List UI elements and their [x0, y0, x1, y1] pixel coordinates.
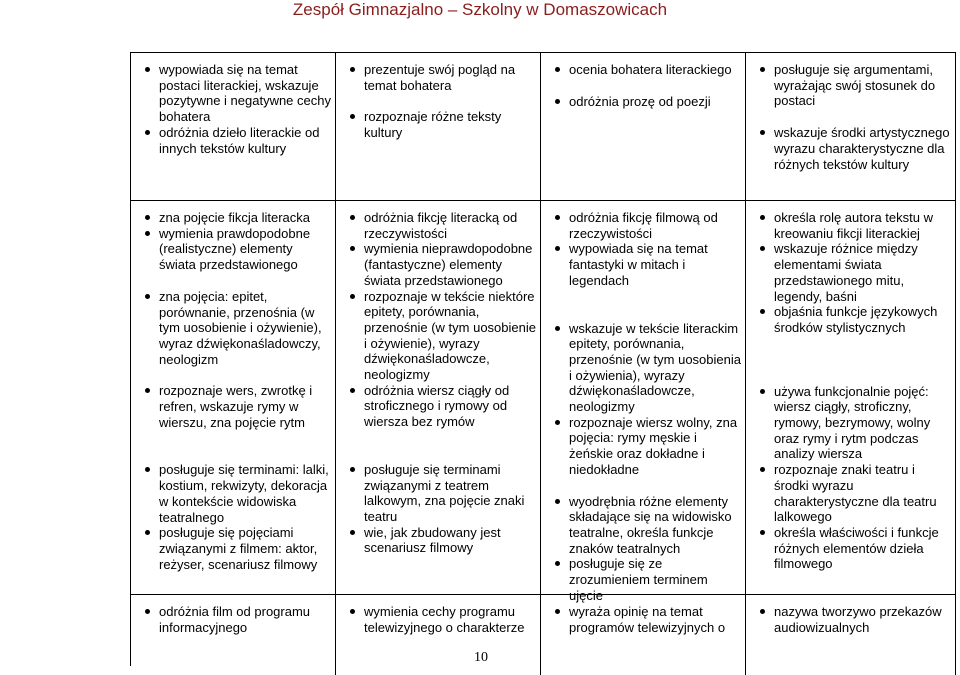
- table-cell: [541, 201, 746, 603]
- list-item: odróżnia dzieło literackie od innych tekstów kultury: [141, 125, 331, 156]
- spacer: [756, 352, 951, 368]
- table-cell: [131, 53, 336, 200]
- spacer: [346, 93, 536, 109]
- spacer: [551, 305, 741, 321]
- list-item: określa rolę autora tekstu w kreowaniu fikcji literackiej: [756, 210, 951, 241]
- list-item: rozpoznaje wers, zwrotkę i refren, wskazuje rymy w wierszu, zna pojęcie rytm: [141, 383, 331, 430]
- table-cell: [746, 201, 956, 594]
- list-item: wskazuje w tekście literackim epitety, porównania, przenośnie (w tym uosobienia i ożywienia), wyrazy dźwiękonaśladowcze, neologizmy: [551, 321, 741, 415]
- table-cell: [746, 53, 956, 200]
- list-item: wymienia cechy programu telewizyjnego o charakterze: [346, 604, 536, 635]
- spacer: [551, 289, 741, 305]
- list-item: posługuje się terminami: lalki, kostium, rekwizyty, dekoracja w kontekście widowiska teatralnego: [141, 462, 331, 525]
- list-item: posługuje się terminami związanymi z teatrem lalkowym, zna pojęcie znaki teatru: [346, 462, 536, 525]
- spacer: [141, 367, 331, 383]
- list-item: zna pojęcia: epitet, porównanie, przenośnia (w tym uosobienie i ożywienie), wyraz dźwiękonaśladowczy, neologizm: [141, 289, 331, 368]
- list-item: wie, jak zbudowany jest scenariusz filmowy: [346, 525, 536, 556]
- spacer: [141, 446, 331, 462]
- spacer: [551, 478, 741, 494]
- table-cell: [746, 595, 956, 675]
- list-item: rozpoznaje znaki teatru i środki wyrazu charakterystyczne dla teatru lalkowego: [756, 462, 951, 525]
- list-item: wskazuje różnice między elementami świata przedstawionego mitu, legendy, baśni: [756, 241, 951, 304]
- list-item: używa funkcjonalnie pojęć: wiersz ciągły, stroficzny, rymowy, bezrymowy, wolny oraz rymy i rytm podczas analizy wiersza: [756, 384, 951, 463]
- spacer: [756, 336, 951, 352]
- spacer: [756, 368, 951, 384]
- list-item: rozpoznaje różne teksty kultury: [346, 109, 536, 140]
- table-cell: [336, 53, 541, 200]
- table-cell: [336, 595, 541, 675]
- spacer: [141, 273, 331, 289]
- spacer: [346, 446, 536, 462]
- spacer: [551, 78, 741, 94]
- list-item: posługuje się pojęciami związanymi z filmem: aktor, reżyser, scenariusz filmowy: [141, 525, 331, 572]
- list-item: wyraża opinię na temat programów telewizyjnych o: [551, 604, 741, 635]
- table-cell: [131, 595, 336, 675]
- spacer: [141, 430, 331, 446]
- list-item: rozpoznaje w tekście niektóre epitety, porównania, przenośnie (w tym uosobienie i ożywienie), wyrazy dźwiękonaśladowcze, neologizmy: [346, 289, 536, 383]
- requirements-table: [130, 52, 956, 666]
- page-number: 10: [470, 650, 492, 666]
- list-item: wymienia prawdopodobne (realistyczne) elementy świata przedstawionego: [141, 226, 331, 273]
- table-cell: [541, 595, 746, 675]
- list-item: zna pojęcie fikcja literacka: [141, 210, 331, 226]
- document-header: Zespół Gimnazjalno – Szkolny w Domaszowicach: [292, 0, 668, 19]
- list-item: prezentuje swój pogląd na temat bohatera: [346, 62, 536, 93]
- list-item: wymienia nieprawdopodobne (fantastyczne) elementy świata przedstawionego: [346, 241, 536, 288]
- list-item: wskazuje środki artystycznego wyrazu charakterystyczne dla różnych tekstów kultury: [756, 125, 951, 172]
- table-row: [131, 595, 956, 675]
- table-row: [131, 53, 956, 201]
- list-item: odróżnia film od programu informacyjnego: [141, 604, 331, 635]
- spacer: [346, 430, 536, 446]
- list-item: posługuje się argumentami, wyrażając swój stosunek do postaci: [756, 62, 951, 109]
- list-item: odróżnia fikcję literacką od rzeczywistości: [346, 210, 536, 241]
- list-item: rozpoznaje wiersz wolny, zna pojęcia: rymy męskie i żeńskie oraz dokładne i niedokładne: [551, 415, 741, 478]
- spacer: [756, 109, 951, 125]
- list-item: wyodrębnia różne elementy składające się na widowisko teatralne, określa funkcje znaków teatralnych: [551, 494, 741, 557]
- list-item: wypowiada się na temat fantastyki w mitach i legendach: [551, 241, 741, 288]
- table-cell: [131, 201, 336, 594]
- list-item: nazywa tworzywo przekazów audiowizualnych: [756, 604, 951, 635]
- list-item: ocenia bohatera literackiego: [551, 62, 741, 78]
- list-item: odróżnia prozę od poezji: [551, 94, 741, 110]
- list-item: odróżnia fikcję filmową od rzeczywistości: [551, 210, 741, 241]
- list-item: odróżnia wiersz ciągły od stroficznego i rymowy od wiersza bez rymów: [346, 383, 536, 430]
- list-item: wypowiada się na temat postaci literackiej, wskazuje pozytywne i negatywne cechy bohatera: [141, 62, 331, 125]
- table-cell: [541, 53, 746, 200]
- list-item: posługuje się ze zrozumieniem terminem ujęcie: [551, 556, 741, 603]
- table-cell: [336, 201, 541, 594]
- table-row: [131, 201, 956, 603]
- list-item: objaśnia funkcje językowych środków stylistycznych: [756, 304, 951, 335]
- list-item: określa właściwości i funkcje różnych elementów dzieła filmowego: [756, 525, 951, 572]
